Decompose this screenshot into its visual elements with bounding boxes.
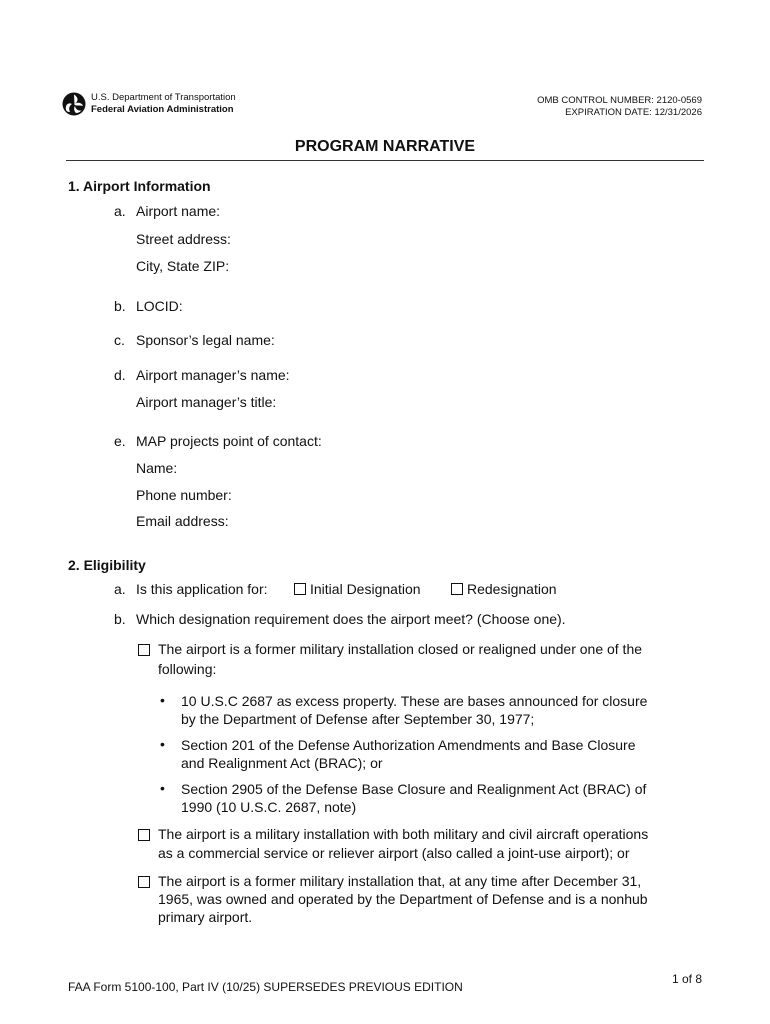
manager-name-field[interactable]: Airport manager’s name: xyxy=(136,367,290,383)
sponsor-legal-name-field[interactable]: Sponsor’s legal name: xyxy=(136,332,275,348)
item-2a-marker: a. xyxy=(114,581,126,597)
item-a-marker: a. xyxy=(114,203,126,219)
bullet-icon: • xyxy=(160,736,165,752)
agency-faa: Federal Aviation Administration xyxy=(91,104,234,115)
joint-use-checkbox[interactable] xyxy=(138,827,154,845)
title-divider xyxy=(66,160,704,161)
redesignation-option[interactable] xyxy=(451,581,557,597)
agency-header xyxy=(62,92,236,116)
redesignation-checkbox[interactable] xyxy=(451,583,463,595)
manager-title-field[interactable]: Airport manager’s title: xyxy=(136,394,277,410)
application-type-question: Is this application for: xyxy=(136,581,268,597)
contact-name-field[interactable]: Name: xyxy=(136,460,178,476)
contact-phone-field[interactable]: Phone number: xyxy=(136,487,232,503)
former-military-checkbox[interactable] xyxy=(138,642,154,660)
bullet-icon: • xyxy=(160,692,165,708)
dot-triskelion-icon xyxy=(62,92,86,116)
street-address-field[interactable]: Street address: xyxy=(136,231,231,247)
item-e-marker: e. xyxy=(114,433,126,449)
bullet2-line1: Section 201 of the Defense Authorization Amendments and Base Closure xyxy=(181,737,636,753)
item-2b-marker: b. xyxy=(114,611,126,627)
bullet2-line2: and Realignment Act (BRAC); or xyxy=(181,755,383,771)
section2-heading: 2. Eligibility xyxy=(68,557,146,573)
city-state-zip-field[interactable]: City, State ZIP: xyxy=(136,258,230,274)
initial-designation-label: Initial Designation xyxy=(310,581,421,597)
choice3-line3: primary airport. xyxy=(158,909,253,925)
form-footer: FAA Form 5100-100, Part IV (10/25) SUPERSEDES PREVIOUS EDITION xyxy=(68,980,463,994)
redesignation-label: Redesignation xyxy=(467,581,557,597)
choice2-line1: The airport is a military installation with both military and civil aircraft operations xyxy=(158,826,649,842)
omb-info xyxy=(537,95,702,119)
bullet3-line2: 1990 (10 U.S.C. 2687, note) xyxy=(181,799,357,815)
choice1-line2: following: xyxy=(158,661,217,677)
page-title: PROGRAM NARRATIVE xyxy=(294,138,476,155)
locid-field[interactable]: LOCID: xyxy=(136,298,183,314)
airport-name-field[interactable]: Airport name: xyxy=(136,203,221,219)
designation-requirement-question: Which designation requirement does the airport meet? (Choose one). xyxy=(136,611,566,627)
initial-designation-option[interactable] xyxy=(294,581,421,597)
choice3-line1: The airport is a former military installation that, at any time after December 31, xyxy=(158,873,642,889)
initial-designation-checkbox[interactable] xyxy=(294,583,306,595)
contact-email-field[interactable]: Email address: xyxy=(136,513,229,529)
page-number: 1 of 8 xyxy=(671,972,702,986)
point-of-contact-label: MAP projects point of contact: xyxy=(136,433,322,449)
item-b-marker: b. xyxy=(114,298,126,314)
nonhub-primary-checkbox[interactable] xyxy=(138,874,154,892)
section1-heading: 1. Airport Information xyxy=(68,178,211,194)
bullet3-line1: Section 2905 of the Defense Base Closure and Realignment Act (BRAC) of xyxy=(181,781,647,797)
choice1-line1: The airport is a former military installation closed or realigned under one of the xyxy=(158,641,643,657)
omb-control-number: OMB CONTROL NUMBER: 2120-0569 xyxy=(537,95,702,106)
bullet1-line2: by the Department of Defense after September 30, 1977; xyxy=(181,711,535,727)
item-c-marker: c. xyxy=(114,332,125,348)
choice3-line2: 1965, was owned and operated by the Department of Defense and is a nonhub xyxy=(158,891,648,907)
choice2-line2: as a commercial service or reliever airport (also called a joint-use airport); or xyxy=(158,845,630,861)
agency-department: U.S. Department of Transportation xyxy=(91,92,236,103)
bullet-icon: • xyxy=(160,780,165,796)
bullet1-line1: 10 U.S.C 2687 as excess property. These are bases announced for closure xyxy=(181,693,648,709)
item-d-marker: d. xyxy=(114,367,126,383)
expiration-date: EXPIRATION DATE: 12/31/2026 xyxy=(565,107,702,118)
